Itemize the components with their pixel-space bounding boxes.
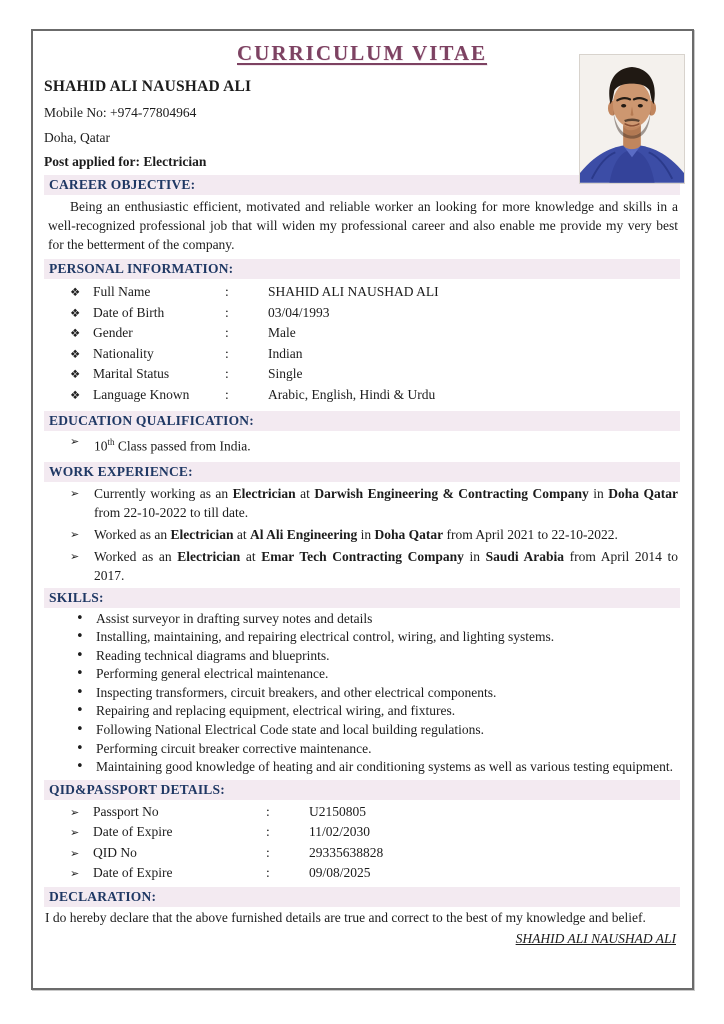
profile-photo-illustration: [580, 55, 684, 183]
section-heading-skills: SKILLS:: [44, 588, 680, 608]
work-experience-item-text: Worked as an Electrician at Al Ali Engineering in Doha Qatar from April 2021 to 22-10-2022.: [94, 526, 618, 542]
row-bullet-icon: ❖: [70, 326, 81, 340]
row-label: Date of Birth: [93, 304, 165, 320]
row-value: SHAHID ALI NAUSHAD ALI: [268, 284, 439, 299]
profile-photo: [579, 54, 685, 184]
post-applied: Post applied for: Electrician: [44, 154, 207, 169]
skill-item-text: Performing circuit breaker corrective maintenance.: [96, 740, 372, 756]
section-heading-career-objective: CAREER OBJECTIVE:: [44, 175, 680, 195]
list-bullet-icon: ➢: [70, 486, 80, 500]
skill-item: [44, 665, 680, 684]
skill-item-text: Performing general electrical maintenance.: [96, 666, 329, 682]
row-separator: :: [266, 865, 270, 881]
work-experience-item: [44, 525, 680, 544]
list-bullet-icon: ➢: [70, 549, 80, 563]
list-bullet-icon: •: [76, 703, 84, 719]
list-bullet-icon: ➢: [70, 527, 80, 541]
skill-item: [44, 628, 680, 647]
row-separator: :: [225, 304, 229, 320]
skill-item-text: Inspecting transformers, circuit breakers, and other electrical components.: [96, 684, 497, 700]
list-bullet-icon: •: [76, 722, 84, 738]
row-bullet-icon: ❖: [70, 367, 81, 381]
row-separator: :: [225, 386, 229, 402]
row-value: 03/04/1993: [268, 304, 330, 320]
qid-passport-row: [44, 802, 680, 823]
education-item: [44, 433, 680, 456]
row-bullet-icon: ➢: [70, 826, 80, 840]
row-value: Arabic, English, Hindi & Urdu: [268, 386, 436, 402]
section-heading-education: EDUCATION QUALIFICATION:: [44, 411, 680, 431]
declaration-text: I do hereby declare that the above furnished details are true and correct to the best of my knowledge and belief.: [45, 909, 646, 925]
qid-passport-list: [44, 802, 680, 884]
signature-name: SHAHID ALI NAUSHAD ALI: [515, 931, 676, 947]
personal-info-row: [44, 303, 680, 324]
row-value: 11/02/2030: [309, 824, 371, 840]
skill-item: [44, 740, 680, 759]
mobile-number: Mobile No: +974-77804964: [44, 105, 197, 120]
personal-info-row: [44, 344, 680, 365]
row-value: 09/08/2025: [309, 865, 371, 881]
skill-item-text: Assist surveyor in drafting survey notes and details: [96, 610, 373, 626]
qid-passport-row: [44, 863, 680, 884]
row-separator: :: [225, 325, 229, 340]
row-value: Indian: [268, 345, 303, 361]
row-value: U2150805: [309, 803, 366, 819]
row-bullet-icon: ❖: [70, 346, 81, 361]
row-bullet-icon: ❖: [70, 305, 81, 320]
row-value: 29335638828: [309, 844, 384, 860]
row-bullet-icon: ➢: [70, 846, 80, 860]
row-label: Passport No: [93, 803, 159, 819]
personal-info-row: [44, 282, 680, 303]
row-value: Single: [268, 366, 303, 381]
skill-item-text: Reading technical diagrams and blueprints.: [96, 647, 330, 663]
section-heading-personal-information: PERSONAL INFORMATION:: [44, 259, 680, 279]
row-separator: :: [266, 803, 270, 819]
work-experience-item: [44, 547, 680, 585]
work-experience-item: [44, 484, 680, 522]
education-item-text: 10th Class passed from India.: [94, 437, 251, 454]
education-list: [44, 433, 680, 456]
page-border: [31, 29, 694, 990]
row-bullet-icon: ❖: [70, 285, 81, 299]
list-bullet-icon: •: [76, 647, 84, 663]
list-bullet-icon: •: [76, 666, 84, 682]
list-bullet-icon: •: [76, 610, 84, 626]
section-heading-work-experience: WORK EXPERIENCE:: [44, 462, 680, 482]
row-separator: :: [225, 345, 229, 361]
row-value: Male: [268, 325, 296, 340]
personal-info-row: [44, 385, 680, 406]
skill-item-text: Following National Electrical Code state and local building regulations.: [96, 722, 485, 738]
row-label: Marital Status: [93, 366, 170, 381]
row-separator: :: [225, 366, 229, 381]
row-bullet-icon: ❖: [70, 387, 81, 402]
section-heading-qid-passport: QID&PASSPORT DETAILS:: [44, 780, 680, 800]
work-experience-item-text: Worked as an Electrician at Emar Tech Contracting Company in Saudi Arabia from April 2014 to 2017.: [94, 548, 678, 583]
row-label: QID No: [93, 844, 137, 860]
candidate-name: SHAHID ALI NAUSHAD ALI: [44, 78, 252, 95]
row-bullet-icon: ➢: [70, 867, 80, 881]
row-separator: :: [266, 824, 270, 840]
career-objective-text: Being an enthusiastic efficient, motivated and reliable worker an looking for more knowledge and skills in a well-recognized professional job that will widen my professional career and also enable me provide my very best for the betterment of the company.: [48, 199, 678, 252]
list-bullet-icon: •: [76, 629, 84, 645]
personal-info-row: [44, 364, 680, 385]
qid-passport-row: [44, 822, 680, 843]
section-heading-declaration: DECLARATION:: [44, 887, 680, 907]
row-separator: :: [225, 284, 229, 299]
skill-item: [44, 684, 680, 703]
skill-item: [44, 721, 680, 740]
skill-item: [44, 647, 680, 666]
skill-item: [44, 758, 680, 777]
skill-item: [44, 610, 680, 629]
row-label: Language Known: [93, 386, 190, 402]
personal-information-list: [44, 282, 680, 405]
skill-item: [44, 702, 680, 721]
list-bullet-icon: •: [76, 740, 84, 756]
row-label: Date of Expire: [93, 824, 173, 840]
row-label: Full Name: [93, 284, 151, 299]
skill-item-text: Installing, maintaining, and repairing electrical control, wiring, and lighting systems.: [96, 629, 555, 645]
work-experience-item-text: Currently working as an Electrician at Darwish Engineering & Contracting Company in Doha Qatar from 22-10-2022 to till date.: [94, 485, 678, 520]
row-bullet-icon: ➢: [70, 805, 80, 819]
skill-item-text: Repairing and replacing equipment, electrical wiring, and fixtures.: [96, 703, 456, 719]
document-title: CURRICULUM VITAE: [237, 41, 487, 65]
skills-list: [44, 610, 680, 777]
personal-info-row: [44, 323, 680, 344]
list-bullet-icon: •: [76, 684, 84, 700]
location: Doha, Qatar: [44, 130, 110, 145]
work-experience-list: [44, 484, 680, 585]
skill-item-text: Maintaining good knowledge of heating and air conditioning systems as well as various testing equipment.: [96, 759, 674, 775]
row-separator: :: [266, 844, 270, 860]
row-label: Gender: [93, 325, 133, 340]
list-bullet-icon: ➢: [70, 435, 80, 448]
row-label: Date of Expire: [93, 865, 173, 881]
list-bullet-icon: •: [76, 759, 84, 775]
row-label: Nationality: [93, 345, 154, 361]
qid-passport-row: [44, 843, 680, 864]
